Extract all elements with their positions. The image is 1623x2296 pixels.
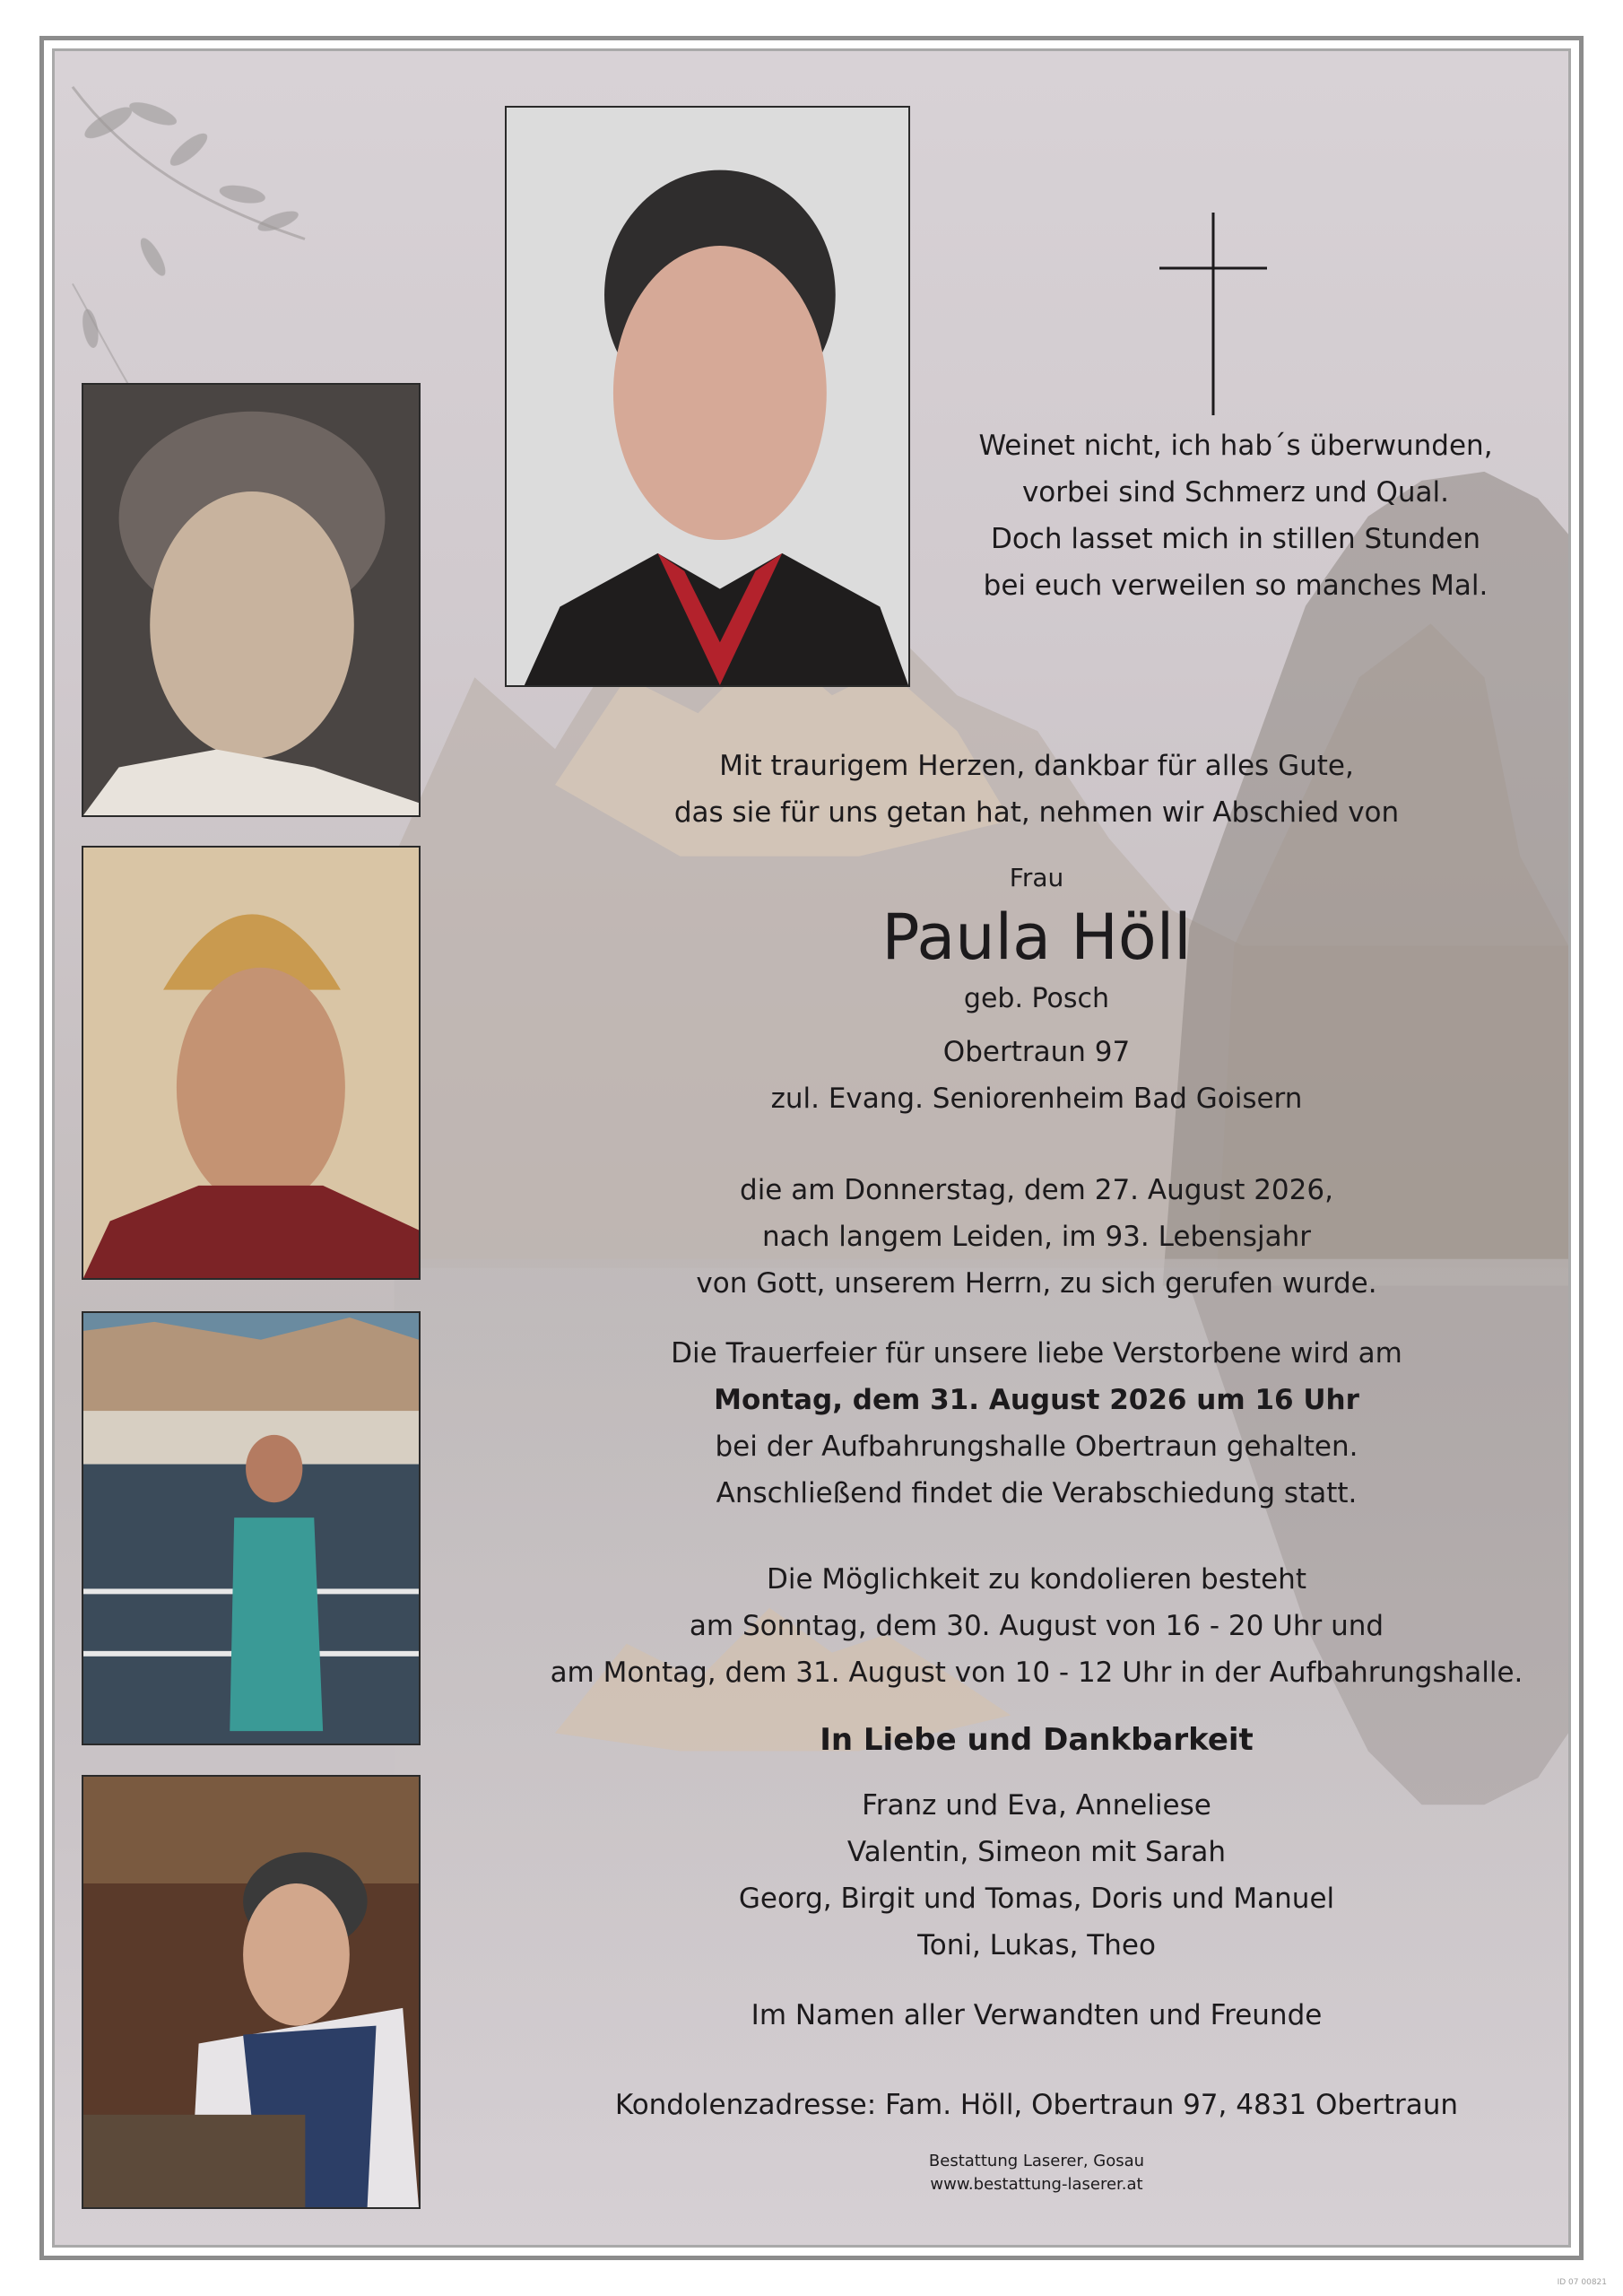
family-line: Franz und Eva, Anneliese bbox=[862, 1789, 1211, 1822]
young-portrait-photo bbox=[82, 383, 421, 817]
address-line: Obertraun 97 bbox=[942, 1036, 1131, 1068]
condolence-times bbox=[485, 1556, 1571, 1696]
death-notice-line: nach langem Leiden, im 93. Lebensjahr bbox=[762, 1221, 1311, 1253]
verse bbox=[899, 422, 1571, 609]
condolence-line: am Sonntag, dem 30. August von 16 - 20 Uhr und bbox=[689, 1610, 1384, 1642]
traditional-hat-photo bbox=[82, 846, 421, 1280]
undertaker-name: Bestattung Laserer, Gosau bbox=[928, 2152, 1145, 2170]
family-line: Toni, Lukas, Theo bbox=[917, 1929, 1156, 1961]
condolence-line: am Montag, dem 31. August von 10 - 12 Uhr in der Aufbahrungshalle. bbox=[550, 1657, 1523, 1689]
family-line: Valentin, Simeon mit Sarah bbox=[846, 1836, 1227, 1868]
death-notice-line: von Gott, unserem Herrn, zu sich gerufen wurde. bbox=[696, 1267, 1377, 1300]
cross-icon bbox=[1159, 213, 1267, 415]
deceased-name: Paula Höll bbox=[881, 900, 1192, 974]
family-line: Georg, Birgit und Tomas, Doris und Manuel bbox=[738, 1883, 1335, 1915]
zither-photo bbox=[82, 1775, 421, 2209]
corner-code: ID 07 00821 bbox=[1557, 2278, 1607, 2287]
address-lines bbox=[485, 1029, 1571, 1122]
death-notice bbox=[485, 1167, 1571, 1307]
birth-name: geb. Posch bbox=[963, 983, 1110, 1014]
intro bbox=[485, 743, 1571, 836]
funeral-line: Die Trauerfeier für unsere liebe Verstorbene wird am bbox=[671, 1337, 1402, 1370]
family-list bbox=[485, 1782, 1571, 1969]
death-notice-line: die am Donnerstag, dem 27. August 2026, bbox=[740, 1174, 1333, 1206]
funeral-line: Anschließend findet die Verabschiedung statt. bbox=[716, 1477, 1358, 1509]
verse-line: Weinet nicht, ich hab´s überwunden, bbox=[978, 430, 1493, 462]
contact-address: Kondolenzadresse: Fam. Höll, Obertraun 97, 4831 Obertraun bbox=[614, 2089, 1459, 2121]
funeral-details bbox=[485, 1330, 1571, 1517]
relatives-line: Im Namen aller Verwandten und Freunde bbox=[751, 1999, 1323, 2031]
undertaker bbox=[485, 2150, 1571, 2196]
funeral-line: bei der Aufbahrungshalle Obertraun gehalten. bbox=[715, 1431, 1358, 1463]
verse-line: Doch lasset mich in stillen Stunden bbox=[990, 523, 1481, 555]
verse-line: bei euch verweilen so manches Mal. bbox=[983, 570, 1488, 602]
portrait-photo bbox=[505, 106, 910, 687]
verse-line: vorbei sind Schmerz und Qual. bbox=[1021, 476, 1450, 509]
condolence-line: Die Möglichkeit zu kondolieren besteht bbox=[766, 1563, 1306, 1596]
notice-panel bbox=[52, 48, 1571, 2248]
undertaker-website[interactable]: www.bestattung-laserer.at bbox=[930, 2175, 1143, 2194]
salutation: Frau bbox=[1009, 863, 1064, 892]
funeral-date: Montag, dem 31. August 2026 um 16 Uhr bbox=[714, 1384, 1359, 1416]
closing-heading: In Liebe und Dankbarkeit bbox=[820, 1722, 1254, 1758]
intro-line: Mit traurigem Herzen, dankbar für alles Gute, bbox=[719, 750, 1354, 782]
intro-line: das sie für uns getan hat, nehmen wir Abschied von bbox=[673, 796, 1400, 829]
address-line: zul. Evang. Seniorenheim Bad Goisern bbox=[770, 1083, 1303, 1115]
harbour-photo bbox=[82, 1311, 421, 1745]
